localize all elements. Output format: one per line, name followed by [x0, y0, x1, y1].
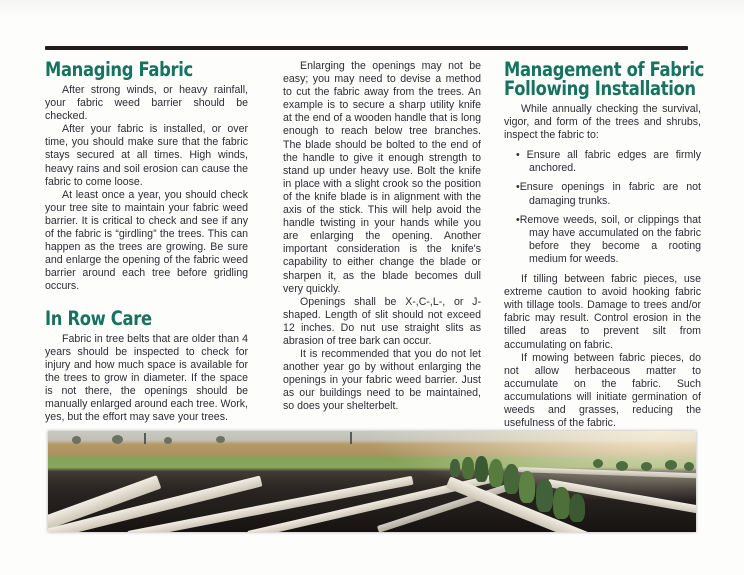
shrub	[462, 457, 474, 479]
shrub	[450, 459, 460, 477]
utility-pole	[144, 433, 146, 444]
section-heading-management-line1: Management of Fabric	[504, 58, 705, 81]
column-managing-fabric	[45, 60, 248, 424]
paragraph: After strong winds, or heavy rainfall, your fabric weed barrier should be checked.	[45, 84, 248, 123]
shrub	[519, 471, 535, 503]
shrub	[475, 456, 488, 482]
paragraph: At least once a year, you should check your tree site to maintain your fabric weed barrier. It is critical to check and see if any of the fabric is “girdling” the trees. This can happen as the trees are growing. Be sure and enlarge the opening of the fabric weed barrier around each tree before gridling occurs.	[45, 188, 248, 293]
paragraph: Fabric in tree belts that are older than 4 years should be inspected to check for injury and how much space is available for the trees to grow in diameter. If the space is not there, the openings should be manually enlarged around each tree. Work, yes, but the effort may save your trees.	[45, 332, 248, 424]
column-management-following-installation	[504, 58, 705, 443]
utility-pole	[350, 432, 352, 444]
paragraph: While annually checking the survival, vigor, and form of the trees and shrubs, inspect the fabric to:	[504, 103, 701, 142]
field-photo	[48, 431, 696, 532]
shrub	[569, 494, 585, 522]
list-item: • Ensure all fabric edges are firmly anchored.	[516, 149, 701, 175]
list-item: •Remove weeds, soil, or clippings that may have accumulated on the fabric before they become a rooting medium for weeds.	[516, 213, 701, 265]
shrub	[553, 487, 570, 519]
shrub	[489, 459, 503, 487]
column-enlarging-openings	[283, 60, 481, 414]
shrub	[536, 479, 553, 512]
paragraph: Enlarging the openings may not be easy; you may need to devise a method to cut the fabric away from the trees. An example is to secure a sharp utility knife at the end of a wooden handle that is long enough to reach below tree branches. The blade should be bolted to the end of the handle to give it enough strength to stand up under heavy use. Bolt the knife in place with a slight crook so the position of the knife blade is in alignment with the axis of the stick. This will help avoid the handle twisting in your hands while you are enlarging the opening. Another important consideration is the knife's capability to either change the blade or sharpen it, as the blade becomes dull very quickly.	[283, 60, 481, 295]
top-rule-divider	[45, 46, 688, 50]
inspection-checklist	[516, 149, 701, 266]
list-item: •Ensure openings in fabric are not damaging trunks.	[516, 181, 701, 207]
shrub	[504, 464, 519, 494]
paragraph: Openings shall be X-,C-,L-, or J-shaped. Length of slit should not exceed 12 inches. Do nut use straight slits as abrasion of tree bark can occur.	[283, 295, 481, 347]
horizon-tree	[216, 436, 225, 443]
distant-bush	[665, 460, 677, 470]
distant-bush	[593, 459, 603, 468]
horizon-tree	[72, 436, 81, 444]
distant-bush	[641, 462, 652, 471]
paragraph: If mowing between fabric pieces, do not allow herbaceous matter to accumulate on the fabric. Such accumulations will initiate germination of weeds and grasses, reducing the usefulness of the fabric.	[504, 351, 701, 430]
section-heading-managing-fabric: Managing Fabric	[45, 58, 193, 81]
paragraph: It is recommended that you do not let another year go by without enlarging the openings in your fabric weed barrier. Just as our buildings need to be maintained, so does your shelterbelt.	[283, 348, 481, 413]
section-heading-in-row-care: In Row Care	[45, 306, 152, 330]
distant-bush	[616, 461, 628, 471]
paragraph: After your fabric is installed, or over time, you should make sure that the fabric stays secured at all times. High winds, heavy rains and soil erosion can cause the fabric to come loose.	[45, 123, 248, 188]
distant-bush	[684, 462, 694, 471]
horizon-tree	[164, 437, 172, 444]
horizon-tree	[112, 435, 123, 444]
section-heading-management-line2: Following Installation	[504, 77, 696, 100]
paragraph: If tilling between fabric pieces, use extreme caution to avoid hooking fabric with tillage tools. Damage to trees and/or fabric may result. Control erosion in the tilled areas to prevent silt from accumulating on fabric.	[504, 273, 701, 351]
